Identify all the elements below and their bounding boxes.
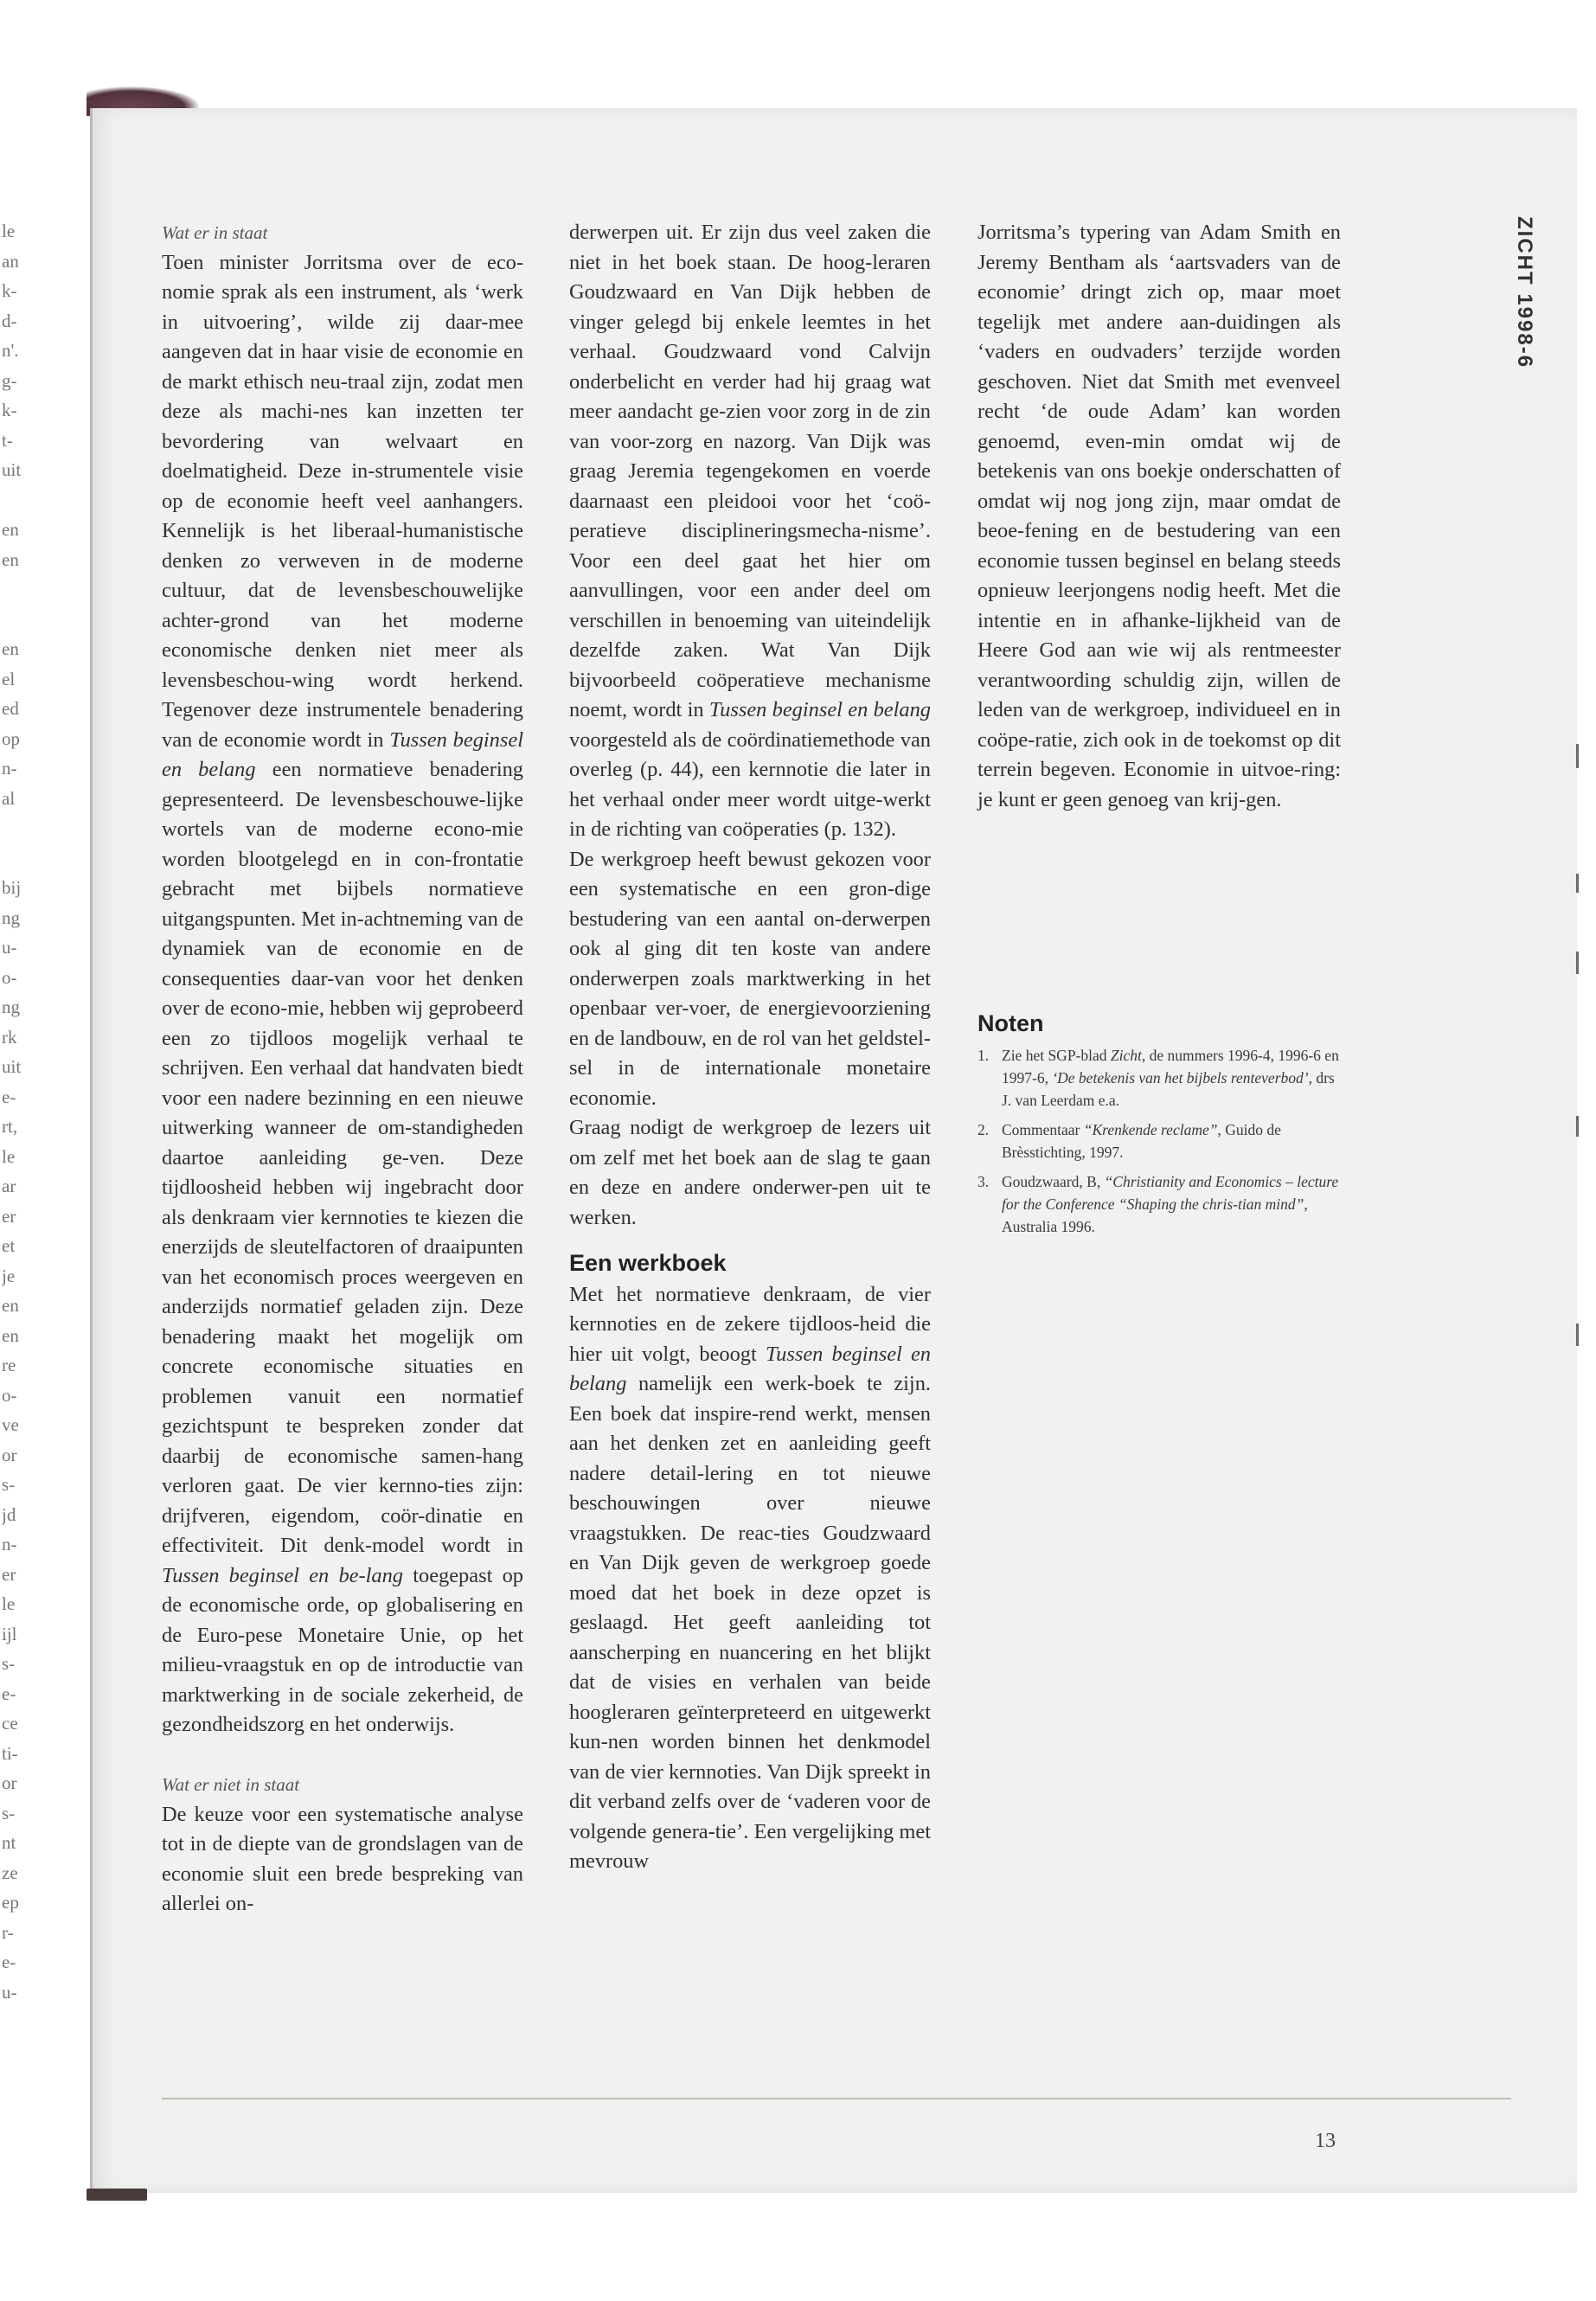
margin-fragment: k-	[2, 280, 17, 301]
body-paragraph: De keuze voor een systematische analyse tot in de diepte van de grondslagen van de economie sluit een brede bespreking van allerlei on-	[162, 1802, 523, 1915]
notes-heading: Noten	[977, 1010, 1044, 1036]
run-in-heading: Wat er niet in staat	[162, 1774, 300, 1795]
margin-fragment: s-	[2, 1802, 16, 1823]
margin-fragment: ed	[2, 698, 19, 719]
body-paragraph: Toen minister Jorritsma over de eco-nomie sprak als een instrument, als ‘werk in uitvoering’, wilde zij daar-mee aangeven dat in haar visie de economie en de markt ethisch neu-traal zijn, zodat men deze als machi-nes kan inzetten ter bevordering van welvaart en doelmatigheid. Deze in-strumentele visie op de economie heeft veel aanhangers. Kennelijk is het liberaal-humanistische denken zo verweven in de moderne cultuur, dat de levensbeschouwelijke achter-grond van het moderne economische denken niet meer als levensbeschou-wing wordt herkend. Tegenover deze instrumentele benadering van de economie wordt in Tussen beginsel en belang een normatieve benadering gepresenteerd. De levensbeschouwe-lijke wortels van de moderne econo-mie worden blootgelegd en in con-frontatie gebracht met bijbels normatieve uitgangspunten. Met in-achtneming van de dynamiek van de economie en de consequenties daar-van voor het denken over de econo-mie, hebben wij geprobeerd een zo tijdloos mogelijk verhaal te schrijven. Een verhaal dat handvaten biedt voor een nadere bezinning en een nieuwe uitwerking wanneer de om-standigheden daartoe aanleiding ge-ven. Deze tijdloosheid hebben wij ingebracht door als denkraam vier kernnoties te kiezen die enerzijds de sleutelfactoren of draaipunten van het economisch proces weergeven en anderzijds normatief geladen zijn. Deze benadering maakt het mogelijk om concrete economische situaties en problemen vanuit een normatief gezichtspunt te bespreken zonder dat daarbij de economische samen-hang verloren gaat. De vier kernno-ties zijn: drijfveren, eigendom, coör-dinatie en effectiviteit. Dit denk-model wordt in Tussen beginsel en be-lang toegepast op de economische orde, op globalisering en de Euro-pese Monetaire Unie, op het milieu-vraagstuk en op de introductie van marktwerking in de sociale zekerheid, de gezondheidszorg en het onderwijs.	[162, 250, 523, 1736]
margin-fragment: e-	[2, 1682, 16, 1704]
margin-fragment: op	[2, 727, 20, 749]
margin-fragment: nt	[2, 1832, 16, 1853]
margin-fragment: en	[2, 1295, 19, 1316]
margin-fragment: r-	[2, 1921, 14, 1943]
notes-section	[977, 1010, 1341, 1245]
margin-fragment	[2, 605, 28, 635]
margin-fragment: d-	[2, 310, 17, 331]
margin-fragment: s-	[2, 1653, 16, 1674]
margin-fragment: er	[2, 1205, 16, 1227]
margin-fragment: ep	[2, 1892, 19, 1913]
page-number: 13	[1315, 2130, 1336, 2152]
margin-fragment: le	[2, 1145, 16, 1167]
book-title: Tussen beginsel en belang	[162, 727, 523, 781]
margin-fragment: ijl	[2, 1623, 17, 1644]
margin-fragment	[2, 843, 28, 874]
margin-fragment: g-	[2, 369, 17, 391]
margin-fragment: al	[2, 787, 16, 809]
previous-page-margin	[2, 216, 28, 2007]
margin-fragment	[2, 574, 28, 605]
body-paragraph: Jorritsma’s typering van Adam Smith en Jeremy Bentham als ‘aartsvaders van de economie’ dringt zich op, maar moet tegelijk met andere aan-duidingen als ‘vaders en oudvaders’ terzijde worden geschoven. Niet dat Smith met evenveel recht ‘de oude Adam’ kan worden genoemd, even-min omdat wij de betekenis van ons boekje onderschatten of omdat wij nog jong zijn, maar omdat de beoe-fening en de bestudering van een economie tussen beginsel en belang steeds opnieuw leerjongens nodig heeft. Met die intentie en in afhanke-lijkheid van de Heere God aan wie wij als rentmeester verantwoording schuldig zijn, willen de leden van de werkgroep, individueel en in coöpe-ratie, zich ook in de toekomst op dit terrein begeven. Economie in uitvoe-ring: je kunt er geen genoeg van krij-gen.	[977, 221, 1341, 811]
run-in-heading: Wat er in staat	[162, 222, 268, 243]
margin-fragment: an	[2, 250, 19, 272]
margin-fragment: rt,	[2, 1116, 18, 1137]
body-paragraph: De werkgroep heeft bewust gekozen voor een systematische en een gron-dige bestudering van een aantal on-derwerpen ook al ging dit ten koste van andere onderwerpen zoals marktwerking in het openbaar ver-voer, de energievoorziening en de landbouw, en de rol van het geldstel-sel in de internationale monetaire economie.	[569, 847, 931, 1110]
body-paragraph: Graag nodigt de werkgroep de lezers uit om zelf met het boek aan de slag te gaan en deze en andere onderwer-pen uit te werken.	[569, 1116, 931, 1229]
margin-fragment: or	[2, 1772, 17, 1793]
margin-fragment: bij	[2, 877, 22, 898]
body-paragraph: derwerpen uit. Er zijn dus veel zaken die niet in het boek staan. De hoog-leraren Goudzwaard en Van Dijk hebben de vinger gelegd bij enkele leemtes in het verhaal. Goudzwaard vond Calvijn onderbelicht en verder had hij graag wat meer aandacht ge-zien voor zorg in de zin van voor-zorg en nazorg. Van Dijk was graag Jeremia tegengekomen en voerde daarnaast een pleidooi voor het ‘coö-peratieve disciplineringsmecha-nisme’. Voor een deel gaat het hier om aanvullingen, voor een ander deel om verschillen in benoeming van uiteindelijk dezelfde zaken. Wat Van Dijk bijvoorbeeld coöperatieve mechanisme noemt, wordt in Tussen beginsel en belang voorgesteld als de coördinatiemethode van overleg (p. 44), een kernnotie die later in het verhaal onder meer wordt uitge-werkt in de richting van coöperaties (p. 132).	[569, 221, 931, 841]
margin-fragment: ze	[2, 1862, 18, 1883]
margin-fragment: e-	[2, 1952, 16, 1972]
margin-fragment: o-	[2, 1384, 17, 1406]
margin-fragment	[2, 485, 28, 516]
margin-fragment: n-	[2, 1534, 17, 1554]
footnote: 3. Goudzwaard, B, “Christianity and Economics – lecture for the Conference “Shaping the chris-tian mind”, Australia 1996.	[977, 1173, 1339, 1235]
footnote: 2. Commentaar “Krenkende reclame”, Guido de Brèsstichting, 1997.	[977, 1121, 1281, 1161]
margin-fragment: ti-	[2, 1742, 18, 1764]
margin-fragment: le	[2, 221, 16, 241]
margin-fragment: ar	[2, 1176, 16, 1196]
margin-fragment: et	[2, 1235, 16, 1256]
margin-fragment: en	[2, 519, 19, 540]
margin-fragment: ng	[2, 997, 20, 1017]
margin-fragment: t-	[2, 429, 13, 451]
margin-fragment: jd	[2, 1503, 16, 1525]
body-paragraph: Met het normatieve denkraam, de vier kernnoties en de zekere tijdloos-heid die hier uit volgt, beoogt Tussen beginsel en belang namelijk een werk-boek te zijn. Een boek dat inspire-rend werkt, mensen aan het denken zet en aanleiding geeft nadere detail-lering en tot nieuwe beschouwingen over nieuwe vraagstukken. De reac-ties Goudzwaard en Van Dijk geven de werkgroep goede moed dat het boek in deze opzet is geslaagd. Het geeft aanleiding tot aanscherping en nuancering en het blijkt dat de visies en verhalen van beide hoogleraren geïnterpreteerd en uitgewerkt kun-nen worden binnen het denkmodel van de vier kernnoties. Van Dijk spreekt in dit verband zelfs over de ‘vaderen voor de volgende genera-tie’. Een vergelijking met mevrouw	[569, 1282, 931, 1873]
margin-fragment: er	[2, 1563, 16, 1585]
margin-fragment: el	[2, 668, 16, 689]
book-title: Tussen beginsel en belang	[569, 1342, 931, 1395]
margin-fragment	[2, 813, 28, 843]
margin-fragment: uit	[2, 459, 22, 480]
margin-fragment: ve	[2, 1414, 19, 1435]
book-title: Tussen beginsel en be-lang	[162, 1563, 403, 1587]
journal-label: ZICHT 1998-6	[1513, 216, 1536, 369]
margin-fragment: s-	[2, 1474, 16, 1495]
margin-fragment: or	[2, 1444, 17, 1465]
book-title: Tussen beginsel en belang	[708, 698, 931, 721]
margin-fragment: o-	[2, 966, 17, 988]
margin-fragment: ng	[2, 907, 20, 928]
section-heading: Een werkboek	[569, 1250, 727, 1276]
margin-fragment: en	[2, 1324, 19, 1346]
column-1	[162, 218, 523, 1920]
margin-fragment: rk	[2, 1026, 17, 1048]
footnote: 1. Zie het SGP-blad Zicht, de nummers 1996-4, 1996-6 en 1997-6, ‘De betekenis van het bijbels renteverbod’, drs J. van Leerdam e.a.	[977, 1047, 1339, 1109]
margin-fragment: re	[2, 1355, 16, 1375]
margin-fragment: n-	[2, 758, 17, 779]
column-3	[977, 218, 1341, 815]
margin-fragment: en	[2, 548, 19, 570]
margin-fragment: le	[2, 1593, 16, 1614]
footer-rule	[162, 2098, 1511, 2099]
margin-fragment: u-	[2, 937, 17, 958]
margin-fragment: je	[2, 1265, 16, 1286]
column-2	[569, 218, 931, 1877]
margin-fragment: k-	[2, 400, 17, 420]
margin-fragment: en	[2, 638, 19, 659]
margin-fragment: e-	[2, 1086, 16, 1107]
margin-fragment: n'.	[2, 340, 19, 361]
margin-fragment: ce	[2, 1713, 18, 1734]
binding-bottom	[87, 2189, 147, 2201]
margin-fragment: u-	[2, 1981, 17, 2003]
margin-fragment: uit	[2, 1056, 22, 1077]
